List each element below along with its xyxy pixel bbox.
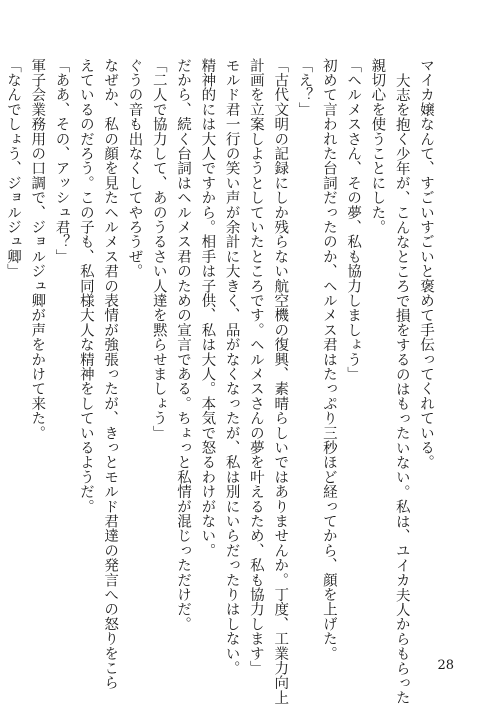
text-line: ぐうの音も出なくしてやろうぜ。: [126, 58, 143, 279]
text-line: 「二人で協力して、あのうるさい人達を黙らせましょう」: [150, 58, 167, 441]
text-line: 「古代文明の記録にしか残らない航空機の復興、素晴らしいではありませんか。丁度、工業力向上: [272, 58, 289, 705]
text-line: 「ヘルメスさん、その夢、私も協力しましょう」: [345, 58, 362, 382]
text-line: マイカ嬢なんて、すごいすごいと褒めて手伝ってくれている。: [418, 58, 434, 470]
text-line: なぜか、私の顔を見たヘルメス君の表情が強張ったが、きっとモルド君達の発言への怒りをこら: [102, 58, 119, 691]
vertical-text-body: [4, 58, 438, 705]
text-line: 初めて言われた台詞だったのか、ヘルメス君はたっぷり三秒ほど経ってから、顔を上げた。: [320, 58, 337, 661]
text-line: 親切心を使うことにした。: [369, 58, 386, 235]
text-line: 「え？」: [296, 58, 313, 117]
text-line: 「ああ、その、アッシュ君？」: [53, 58, 70, 264]
page-number: 28: [437, 658, 454, 673]
text-line: だから、続く台詞はヘルメス君のための宣言である。ちょっと私情が混じっただけだ。: [175, 58, 192, 632]
text-line: えているのだろう。この子も、私同様大人な精神をしているようだ。: [77, 58, 94, 514]
text-line: 軍子会業務用の口調で、ジョルジュ卿が声をかけて来た。: [29, 58, 46, 441]
text-line: 計画を立案しようとしていたところです。ヘルメスさんの夢を叶えるため、私も協力します」: [247, 58, 264, 676]
text-line: モルド君一行の笑い声が余計に大きく、品がなくなったが、私は別にいらだったりはしない。: [223, 58, 240, 676]
text-line: 精神的には大人ですから。相手は子供、私は大人。本気で怒るわけがない。: [199, 58, 216, 558]
text-line: 大志を抱く少年が、こんなところで損をするのはもったいない。私は、ユイカ夫人からもらった: [393, 72, 410, 705]
text-line: 「なんでしょう、ジョルジュ卿」: [4, 58, 21, 279]
